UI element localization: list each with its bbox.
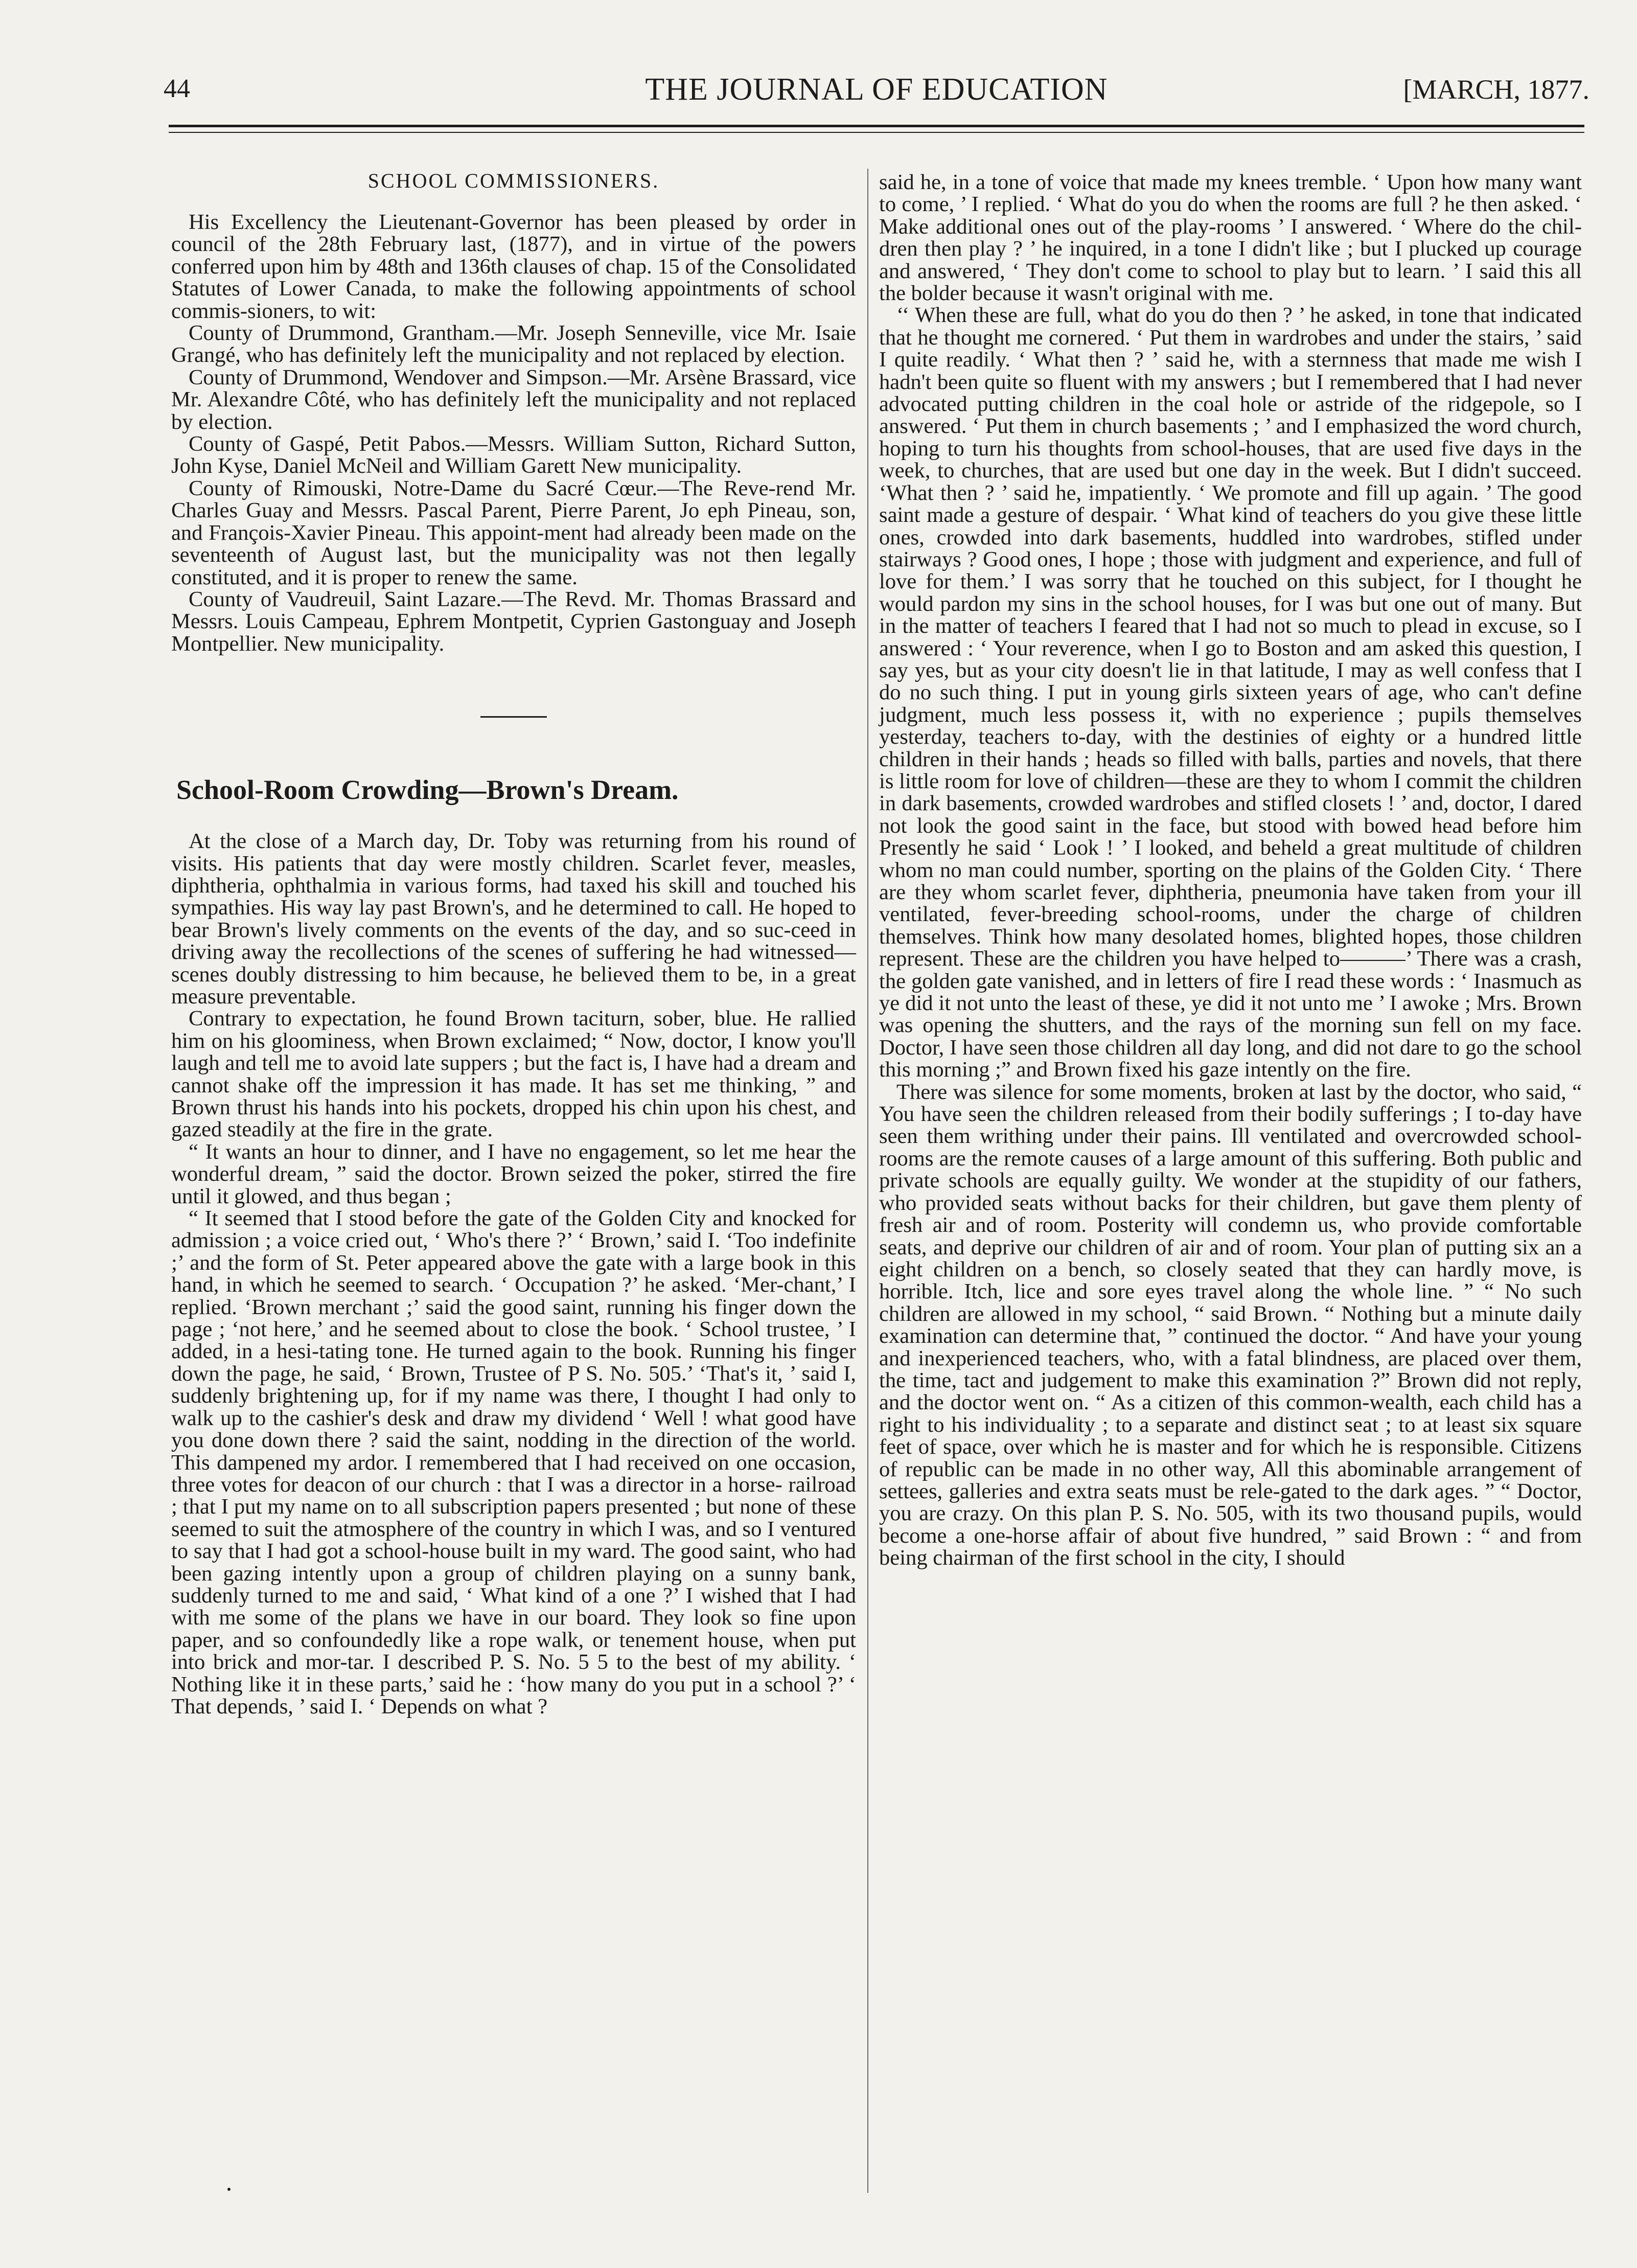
commissioners-paragraph: County of Rimouski, Notre-Dame du Sacré Cœur.—The Reve-rend Mr. Charles Guay and Messrs. Pascal Parent, Pierre Parent, Jo eph Pineau, son, and François-Xavier Pineau. This appoint-ment had already been made on the seventeenth of August last, but the municipality was not then legally constituted, and it is proper to renew the same. [171,476,856,589]
issue-date: [MARCH, 1877. [1403,74,1589,105]
page-header [164,72,1589,128]
article-paragraph: ‘‘ When these are full, what do you do then ? ’ he asked, in tone that indicated that he thought me cornered. ‘ Put them in wardrobes and under the stairs, ’ said I quite readily. ‘ What then ? ’ said he, with a sternness that made me wish I hadn't been quite so fluent with my answers ; but I remembered that I had never advocated putting children in the coal hole or astride of the ridgepole, so I answered. ‘ Put them in church basements ; ’ and I emphasized the word church, hoping to turn his thoughts from school-houses, that are used five days in the week, to churches, that are used but one day in the week. But I didn't succeed. ‘What then ? ’ said he, impatiently. ‘ We promote and fill up again. ’ The good saint made a gesture of despair. ‘ What kind of teachers do you give these little ones, crowded into dark basements, huddled into wardrobes, stifled under stairways ? Good ones, I hope ; those with judgment and experience, and full of love for them.’ I was sorry that he touched on this subject, for I thought he would pardon my sins in the school houses, for I was but one out of many. But in the matter of teachers I feared that I had not so much to plead in excuse, so I answered : ‘ Your reverence, when I go to Boston and am asked this question, I say yes, but as your city doesn't lie in that latitude, I may as well confess that I do no such thing. I put in young girls sixteen years of age, who can't define judgment, much less possess it, with no experience ; pupils themselves yesterday, teachers to-day, with the destinies of eighty or a hundred little children in their hands ; heads so filled with balls, parties and novels, that there is little room for love of children—these are they to whom I commit the children in dark basements, crowded wardrobes and stifled closets ! ’ and, doctor, I dared not look the good saint in the face, but stood with bowed head before him Presently he said ‘ Look ! ’ I looked, and beheld a great multitude of children whom no man could number, sporting on the plains of the Golden City. ‘ There are they whom scarlet fever, diphtheria, pneumonia have taken from your ill ventilated, fever-breeding school-rooms, under the charge of children themselves. Think how many desolated homes, blighted hopes, those children represent. These are the children you have helped to———’ There was a crash, the golden gate vanished, and in letters of fire I read these words : ‘ Inasmuch as ye did it not unto the least of these, ye did it not unto me ’ I awoke ; Mrs. Brown was opening the shutters, and the rays of the morning sun fell on my face. Doctor, I have seen those children all day long, and did not dare to go the school this morning ;” and Brown fixed his gaze intently on the fire. [879,303,1582,1082]
article-paragraph: “ It wants an hour to dinner, and I have no engagement, so let me hear the wonderful dream, ” said the doctor. Brown seized the poker, stirred the fire until it glowed, and thus began ; [171,1139,856,1208]
article-paragraph: Contrary to expectation, he found Brown taciturn, sober, blue. He rallied him on his gloominess, when Brown exclaimed; “ Now, doctor, I know you'll laugh and tell me to avoid late suppers ; but the fact is, I have had a dream and cannot shake off the impression it has made. It has set me thinking, ” and Brown thrust his hands into his pockets, dropped his chin upon his chest, and gazed steadily at the fire in the grate. [171,1006,856,1142]
article-paragraph: said he, in a tone of voice that made my knees tremble. ‘ Upon how many want to come, ’ I replied. ‘ What do you do when the rooms are full ? he then asked. ‘ Make additional ones out of the play-rooms ’ I answered. ‘ Where do the chil-dren then play ? ’ he inquired, in a tone I didn't like ; but I plucked up courage and answered, ‘ They don't come to school to play but to learn. ’ I said this all the bolder because it wasn't original with me. [879,170,1582,306]
article-paragraph: At the close of a March day, Dr. Toby was returning from his round of visits. His patients that day were mostly children. Scarlet fever, measles, diphtheria, ophthalmia in various forms, had taxed his skill and touched his sympathies. His way lay past Brown's, and he determined to call. He hoped to bear Brown's lively comments on the events of the day, and so suc-ceed in driving away the recollections of the scenes of suffering he had witnessed—scenes doubly distressing to him because, he believed them to be, in a great measure preventable. [171,829,856,1009]
stray-ink-mark [227,2188,230,2191]
right-column [879,171,1582,1569]
section-title-school-commissioners: SCHOOL COMMISSIONERS. [367,169,660,192]
article-paragraph: There was silence for some moments, broken at last by the doctor, who said, “ You have seen the children released from their bodily sufferings ; I to-day have seen them writhing under their pains. Ill ventilated and overcrowded school-rooms are the remote causes of a large amount of this suffering. Both public and private schools are equally guilty. We wonder at the stupidity of our fathers, who provided seats without backs for their children, but gave them plenty of fresh air and of room. Posterity will condemn us, who provide comfortable seats, and deprive our children of air and of room. Your plan of putting six an a eight children on a bench, so closely seated that they can hardly move, is horrible. Itch, lice and sore eyes travel along the whole line. ” “ No such children are allowed in my school, “ said Brown. “ Nothing but a minute daily examination can determine that, ” continued the doctor. “ And have your young and inexperienced teachers, who, with a fatal blindness, are placed over them, the time, tact and judgement to make this examination ?” Brown did not reply, and the doctor went on. “ As a citizen of this common-wealth, each child has a right to his individuality ; to a separate and distinct seat ; to at least six square feet of space, over which he is master and for which he is responsible. Citizens of republic can be made in no other way, All this abominable arrangement of settees, galleries and extra seats must be rele-gated to the dark ages. ” “ Doctor, you are crazy. On this plan P. S. No. 505, with its two thousand pupils, would become a one-horse affair of about five hundred, ” said Brown : “ and from being chairman of the first school in the city, I should [879,1080,1582,1570]
commissioners-paragraph: County of Drummond, Grantham.—Mr. Joseph Senneville, vice Mr. Isaie Grangé, who has definitely left the municipality and not replaced by election. [171,321,856,368]
article-paragraph: “ It seemed that I stood before the gate of the Golden City and knocked for admission ; a voice cried out, ‘ Who's there ?’ ‘ Brown,’ said I. ‘Too indefinite ;’ and the form of St. Peter appeared above the gate with a large book in this hand, in which he seemed to search. ‘ Occupation ?’ he asked. ‘Mer-chant,’ I replied. ‘Brown merchant ;’ said the good saint, running his finger down the page ; ‘not here,’ and he seemed about to close the book. ‘ School trustee, ’ I added, in a hesi-tating tone. He turned again to the book. Running his finger down the page, he said, ‘ Brown, Trustee of P S. No. 505.’ ‘That's it, ’ said I, suddenly brightening up, for if my name was there, I thought I had only to walk up to the cashier's desk and draw my dividend ‘ Well ! what good have you done down there ? said the saint, nodding in the direction of the world. This dampened my ardor. I remembered that I had received on one occasion, three votes for deacon of our church : that I was a director in a horse- railroad ; that I put my name on to all subscription papers presented ; but none of these seemed to suit the atmosphere of the country in which I was, and so I ventured to say that I had got a school-house built in my ward. The good saint, who had been gazing intently upon a group of children playing on a sunny bank, suddenly turned to me and said, ‘ What kind of a one ?’ I wished that I had with me some of the plans we have in our board. They look so fine upon paper, and so confoundedly like a rope walk, or tenement house, when put into brick and mor-tar. I described P. S. No. 5 5 to the best of my ability. ‘ Nothing like it in these parts,’ said he : ‘how many do you put in a school ?’ ‘ That depends, ’ said I. ‘ Depends on what ? [171,1206,856,1719]
commissioners-paragraph: County of Vaudreuil, Saint Lazare.—The Revd. Mr. Thomas Brassard and Messrs. Louis Campeau, Ephrem Montpetit, Cyprien Gastonguay and Joseph Montpellier. New municipality. [171,587,856,656]
header-rule-thin [169,132,1584,133]
column-divider [867,169,868,2193]
article-title: School-Room Crowding—Brown's Dream. [176,774,679,806]
page-number: 44 [164,74,190,103]
commissioners-paragraph: County of Drummond, Wendover and Simpson.—Mr. Arsène Brassard, vice Mr. Alexandre Côté, who has definitely left the municipality and not replaced by election. [171,365,856,434]
left-column [171,169,856,1717]
section-separator [480,716,547,718]
journal-title: THE JOURNAL OF EDUCATION [645,72,1108,107]
commissioners-paragraph: County of Gaspé, Petit Pabos.—Messrs. William Sutton, Richard Sutton, John Kyse, Daniel McNeil and William Garett New municipality. [171,432,856,478]
header-rule-thick [169,125,1584,127]
commissioners-paragraph: His Excellency the Lieutenant-Governor has been pleased by order in council of the 28th February last, (1877), and in virtue of the powers conferred upon him by 48th and 136th clauses of chap. 15 of the Consolidated Statutes of Lower Canada, to make the following appointments of school commis-sioners, to wit: [171,210,856,323]
